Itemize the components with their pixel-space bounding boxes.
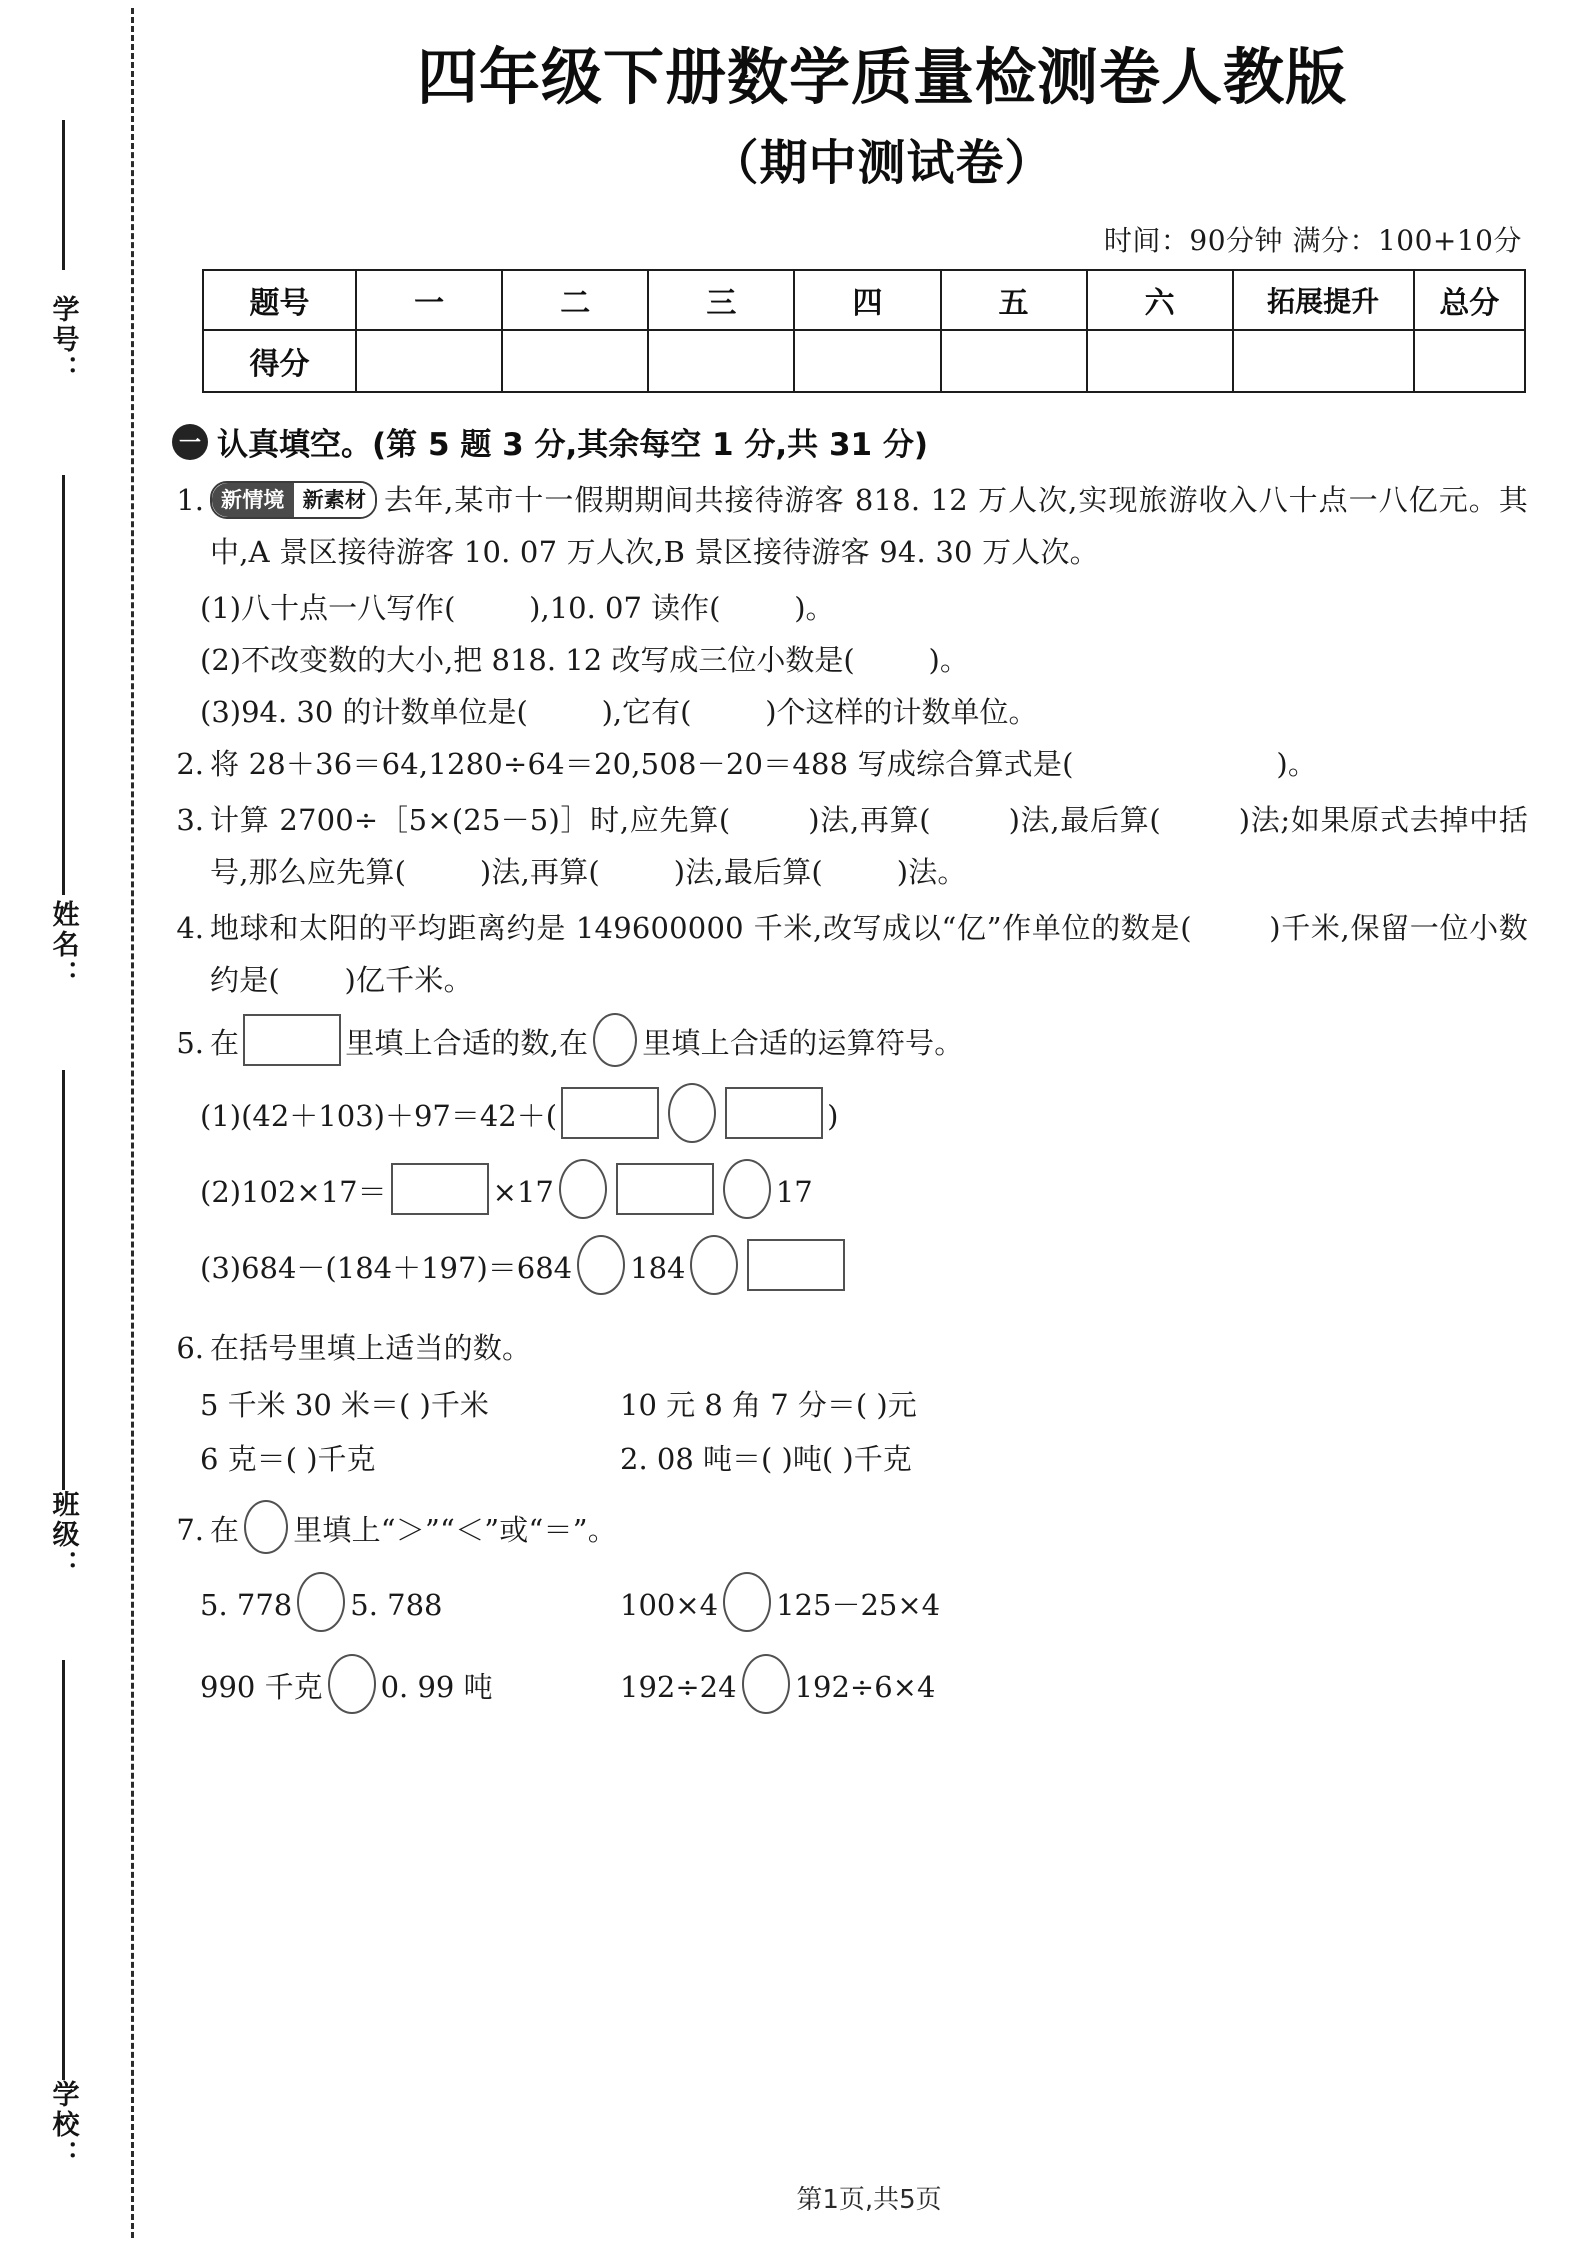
question-1-body xyxy=(210,474,1528,578)
score-table-col-1: 一 xyxy=(356,270,502,330)
score-cell-bonus[interactable] xyxy=(1233,330,1414,392)
q5-p1-text-a: (1)(42＋103)＋97＝42＋( xyxy=(200,1099,558,1134)
score-cell-3[interactable] xyxy=(648,330,794,392)
q6-item-3: 6 克＝( )千克 xyxy=(200,1442,376,1477)
tag-group-question-1 xyxy=(210,481,377,519)
q5-p2-text-c: 17 xyxy=(775,1175,813,1210)
score-table-wrapper xyxy=(150,269,1588,393)
page-subtitle: （期中测试卷） xyxy=(710,135,1054,192)
q2-part-b: )。 xyxy=(1276,747,1318,782)
answer-circle-q7-4[interactable] xyxy=(742,1654,790,1714)
answer-box-q5-p1-1[interactable] xyxy=(561,1087,659,1139)
sidebar-rule-4 xyxy=(62,1660,65,2080)
q6-item-2: 10 元 8 角 7 分＝( )元 xyxy=(620,1388,917,1423)
answer-circle-q5-p2-1[interactable] xyxy=(559,1159,607,1219)
q5-p2-text-a: (2)102×17＝ xyxy=(200,1175,387,1210)
q6-item-1: 5 千米 30 米＝( )千米 xyxy=(200,1388,489,1423)
question-6-stem: 在括号里填上适当的数。 xyxy=(210,1331,532,1366)
student-info-sidebar xyxy=(0,0,130,2246)
q2-part-a: 将 28＋36＝64,1280÷64＝20,508－20＝488 写成综合算式是( xyxy=(210,747,1074,782)
question-4 xyxy=(166,902,1528,1006)
q5-p2-text-b: ×17 xyxy=(492,1175,554,1210)
score-table-col-2: 二 xyxy=(502,270,648,330)
score-table-col-3: 三 xyxy=(648,270,794,330)
sidebar-rule-1 xyxy=(62,120,65,270)
question-2 xyxy=(166,738,1528,790)
q7-pair-3-right: 0. 99 吨 xyxy=(380,1670,493,1705)
answer-circle-q5-stem[interactable] xyxy=(593,1013,637,1067)
question-5 xyxy=(166,1012,1528,1074)
q1-sub1-part-a: (1)八十点一八写作( xyxy=(200,591,456,626)
q5-p1-text-b: ) xyxy=(827,1099,839,1134)
q3-part-b: )法,再算( xyxy=(808,803,931,838)
q4-part-a: 地球和太阳的平均距离约是 149600000 千米,改写成以“亿”作单位的数是( xyxy=(210,911,1192,946)
question-6-number: 6. xyxy=(176,1331,204,1366)
question-5-part-3 xyxy=(166,1230,1528,1306)
question-1-stem: 去年,某市十一假期期间共接待游客 818. 12 万人次,实现旅游收入八十点一八亿元。其中,A 景区接待游客 10. 07 万人次,B 景区接待游客 94. 30 万人次。 xyxy=(210,483,1528,570)
answer-circle-q5-p1[interactable] xyxy=(668,1083,716,1143)
question-6-row-1 xyxy=(166,1378,1528,1432)
score-table xyxy=(202,269,1526,393)
question-2-body xyxy=(210,738,1528,790)
q7-pair-1 xyxy=(200,1564,620,1646)
q7-pair-4-left: 192÷24 xyxy=(620,1670,737,1705)
question-5-part-2 xyxy=(166,1154,1528,1230)
score-table-col-bonus: 拓展提升 xyxy=(1233,270,1414,330)
sidebar-label-school: 学校： xyxy=(47,2080,79,2170)
question-5-body xyxy=(210,1012,1528,1074)
answer-circle-q5-p2-2[interactable] xyxy=(723,1159,771,1219)
exam-page xyxy=(150,0,1588,2246)
question-7-row-2 xyxy=(166,1646,1528,1728)
score-table-col-5: 五 xyxy=(941,270,1087,330)
q7-pair-3-left: 990 千克 xyxy=(200,1670,323,1705)
score-table-col-total: 总分 xyxy=(1414,270,1525,330)
q7-pair-2-left: 100×4 xyxy=(620,1588,719,1623)
q7-pair-4 xyxy=(620,1646,1528,1728)
question-4-number: 4. xyxy=(176,911,204,946)
score-table-label-score: 得分 xyxy=(203,330,356,392)
score-cell-1[interactable] xyxy=(356,330,502,392)
question-2-number: 2. xyxy=(176,747,204,782)
answer-circle-q5-p3-1[interactable] xyxy=(577,1235,625,1295)
answer-box-q5-p2-2[interactable] xyxy=(616,1163,714,1215)
question-6 xyxy=(166,1322,1528,1374)
q3-part-a: 计算 2700÷［5×(25－5)］时,应先算( xyxy=(210,803,731,838)
q5-stem-c: 里填上合适的运算符号。 xyxy=(642,1026,964,1061)
question-3-number: 3. xyxy=(176,803,204,838)
q7-stem-a: 在 xyxy=(210,1513,240,1548)
q1-sub1-part-b: ),10. 07 读作( xyxy=(529,591,721,626)
answer-circle-q7-2[interactable] xyxy=(723,1572,771,1632)
answer-circle-q7-3[interactable] xyxy=(328,1654,376,1714)
section-title: 认真填空。(第 5 题 3 分,其余每空 1 分,共 31 分) xyxy=(217,427,929,464)
question-7 xyxy=(166,1500,1528,1560)
q5-stem-a: 在 xyxy=(210,1026,240,1061)
answer-box-q5-p2-1[interactable] xyxy=(391,1163,489,1215)
sidebar-label-name: 姓名： xyxy=(47,900,79,990)
question-list xyxy=(150,474,1588,1728)
sidebar-label-student-id: 学号： xyxy=(47,295,79,385)
q3-part-g: )法。 xyxy=(896,855,967,890)
answer-circle-q5-p3-2[interactable] xyxy=(690,1235,738,1295)
q7-pair-1-right: 5. 788 xyxy=(350,1588,443,1623)
question-3 xyxy=(166,794,1528,898)
q7-pair-2-right: 125－25×4 xyxy=(776,1588,941,1623)
question-7-row-1 xyxy=(166,1564,1528,1646)
answer-box-q5-stem[interactable] xyxy=(243,1014,341,1066)
question-1-sub-1 xyxy=(166,582,1528,634)
sidebar-rule-3 xyxy=(62,1070,65,1490)
q7-pair-3 xyxy=(200,1646,620,1728)
score-table-col-4: 四 xyxy=(794,270,940,330)
question-7-body xyxy=(210,1500,1528,1560)
q3-part-c: )法,最后算( xyxy=(1008,803,1161,838)
q3-part-f: )法,最后算( xyxy=(673,855,823,890)
q3-part-e: )法,再算( xyxy=(479,855,600,890)
q1-sub3-part-b: ),它有( xyxy=(601,695,692,730)
question-4-body xyxy=(210,902,1528,1006)
table-row-header xyxy=(203,270,1525,330)
answer-box-q5-p1-2[interactable] xyxy=(725,1087,823,1139)
q5-p3-text-b: 184 xyxy=(630,1251,686,1286)
q5-stem-b: 里填上合适的数,在 xyxy=(345,1026,589,1061)
q7-stem-b: 里填上“＞”“＜”或“＝”。 xyxy=(293,1513,617,1548)
tag-new-material: 新素材 xyxy=(294,483,376,517)
q4-part-b: )千米,保留一位小数约是( xyxy=(210,911,1528,998)
question-1 xyxy=(166,474,1528,578)
table-row-scores xyxy=(203,330,1525,392)
q6-item-4: 2. 08 吨＝( )吨( )千克 xyxy=(620,1442,912,1477)
sidebar-field-class xyxy=(40,1490,86,1584)
score-table-col-6: 六 xyxy=(1087,270,1233,330)
page-title: 四年级下册数学质量检测卷人教版 xyxy=(416,42,1347,113)
q1-sub3-part-c: )个这样的计数单位。 xyxy=(765,695,1038,730)
q7-pair-4-right: 192÷6×4 xyxy=(794,1670,936,1705)
score-table-label-qnum: 题号 xyxy=(203,270,356,330)
score-cell-6[interactable] xyxy=(1087,330,1233,392)
question-5-part-1 xyxy=(166,1078,1528,1154)
score-cell-5[interactable] xyxy=(941,330,1087,392)
q7-pair-1-left: 5. 778 xyxy=(200,1588,293,1623)
question-6-body xyxy=(210,1322,1528,1374)
answer-box-q5-p3[interactable] xyxy=(747,1239,845,1291)
answer-circle-q7-1[interactable] xyxy=(297,1572,345,1632)
sidebar-field-school xyxy=(40,2080,86,2174)
score-cell-4[interactable] xyxy=(794,330,940,392)
q1-sub3-part-a: (3)94. 30 的计数单位是( xyxy=(200,695,528,730)
sidebar-label-class: 班级： xyxy=(47,1490,79,1580)
sidebar-rule-2 xyxy=(62,475,65,895)
dashed-fold-line xyxy=(131,8,134,2238)
page-footer: 第1页,共5页 xyxy=(796,2185,942,2215)
q1-sub2-part-a: (2)不改变数的大小,把 818. 12 改写成三位小数是( xyxy=(200,643,855,678)
q5-p3-text-a: (3)684－(184＋197)＝684 xyxy=(200,1251,573,1286)
q1-sub2-part-b: )。 xyxy=(928,643,969,678)
question-7-number: 7. xyxy=(176,1513,204,1548)
score-cell-total[interactable] xyxy=(1414,330,1525,392)
question-1-sub-2 xyxy=(166,634,1528,686)
q3-part-d: )法;如果原式去掉中括号,那么应先算( xyxy=(210,803,1529,890)
tag-new-context: 新情境 xyxy=(212,483,294,517)
question-1-sub-3 xyxy=(166,686,1528,738)
question-6-row-2 xyxy=(166,1432,1528,1486)
sidebar-field-student-id xyxy=(40,295,86,389)
question-3-body xyxy=(210,794,1528,898)
score-cell-2[interactable] xyxy=(502,330,648,392)
sidebar-field-name xyxy=(40,900,86,994)
question-5-number: 5. xyxy=(176,1026,204,1061)
question-1-number: 1. xyxy=(176,483,204,518)
exam-meta-line: 时间：90分钟 满分：100+10分 xyxy=(1103,224,1522,258)
q4-part-c: )亿千米。 xyxy=(344,963,473,998)
q7-pair-2 xyxy=(620,1564,1528,1646)
binding-strip xyxy=(0,0,150,2246)
section-number-badge: 一 xyxy=(172,424,208,460)
answer-circle-q7-stem[interactable] xyxy=(244,1500,288,1554)
section-header-fill-in-blanks xyxy=(172,419,1588,464)
q1-sub1-part-c: )。 xyxy=(794,591,835,626)
